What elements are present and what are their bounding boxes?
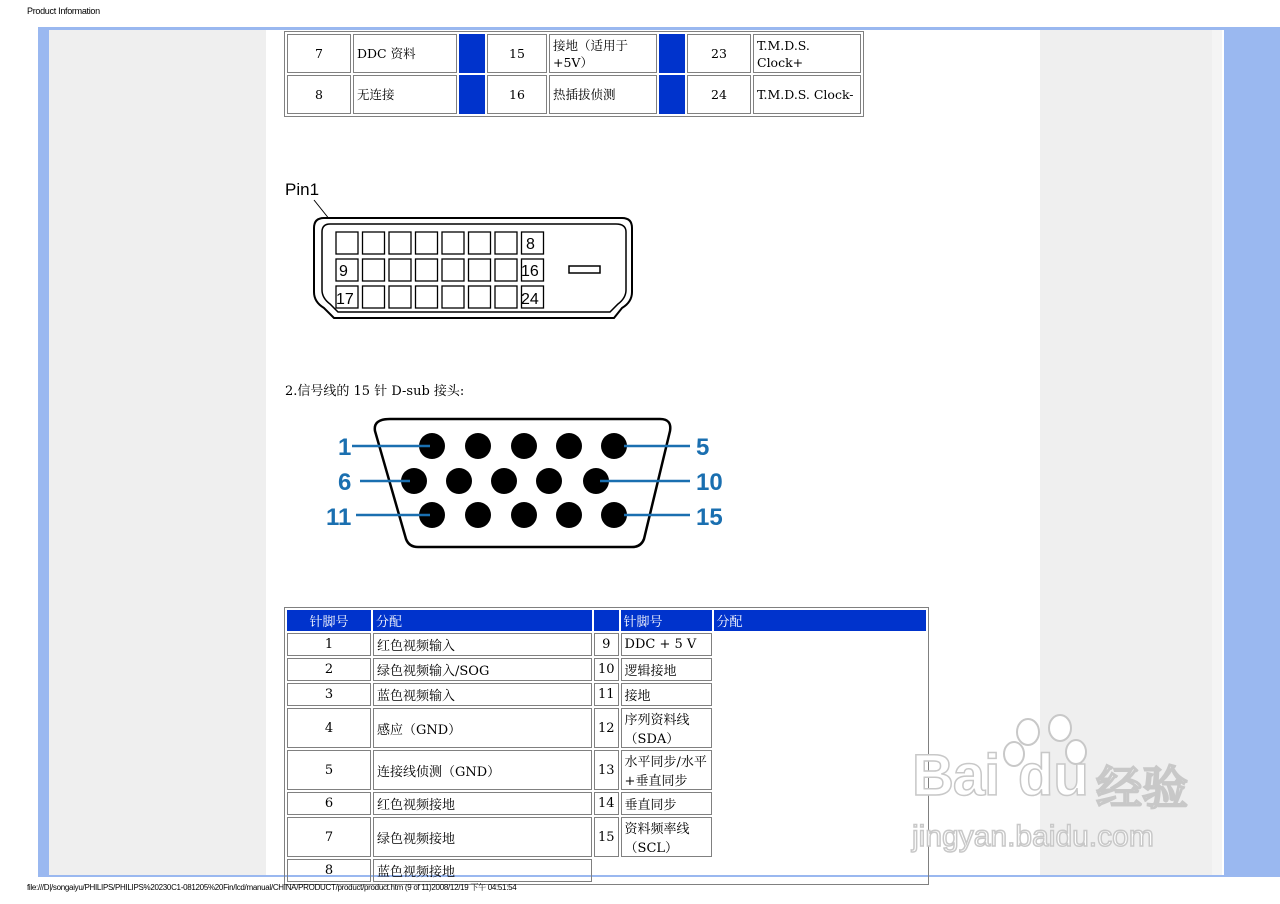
dvi-pin-socket [442,232,464,254]
pin-signal: T.M.D.S. Clock+ [753,34,861,73]
pin-assignment: 逻辑接地 [621,658,712,681]
pin-assignment: 资料频率线（SCL） [621,817,712,857]
separator-bar [459,34,485,73]
pin-number: 8 [287,75,351,114]
empty-cell [594,859,619,882]
table-header-row [287,610,926,631]
pin-number: 15 [487,34,547,73]
pin1-label: Pin1 [285,180,320,199]
vga-label-11: 11 [326,504,352,531]
vga-pin [491,468,517,494]
dvi-pin-socket [363,286,385,308]
separator-bar [459,75,485,114]
vga-pin [465,502,491,528]
table-row [287,633,926,656]
print-header: Product Information [27,6,100,16]
dvi-pin-socket [336,232,358,254]
pin-number: 16 [487,75,547,114]
pin-assignment: 水平同步/水平+垂直同步 [621,750,712,790]
vga-pin [556,433,582,459]
pin-assignment: 接地 [621,683,712,706]
dvi-pin-socket [469,286,491,308]
dsub-pin-table [284,607,929,885]
scrollbar[interactable] [1212,30,1222,875]
pin-number: 15 [594,817,619,857]
dvi-pin-socket [416,286,438,308]
pin-signal: 接地（适用于+5V） [549,34,657,73]
pin-assignment: 绿色视频输入/SOG [373,658,592,681]
pin-assignment: 红色视频接地 [373,792,592,815]
vga-label-15: 15 [696,504,723,531]
table-row [287,750,926,790]
table-row [287,658,926,681]
vga-pin [536,468,562,494]
pin-number: 6 [287,792,371,815]
footer-page: (9 of 11)2008/12/19 下午 04:51:54 [404,883,517,892]
watermark-url: jingyan.baidu.com [912,820,1154,853]
dvi-pin-socket [495,232,517,254]
pin-signal: T.M.D.S. Clock- [753,75,861,114]
vga-label-6: 6 [338,469,352,496]
dvi-pin-socket [495,286,517,308]
dvi-pin-socket [363,232,385,254]
vga-pin [511,433,537,459]
baidu-watermark [910,712,1210,862]
vga-label-10: 10 [696,469,723,496]
vga-pin [446,468,472,494]
pin-signal: 热插拔侦测 [549,75,657,114]
print-footer [27,882,516,893]
dvi-pin-socket [469,232,491,254]
table-row [287,75,861,114]
watermark-cn: 经验 [1096,761,1188,815]
pin-assignment: DDC + 5 V [621,633,712,656]
dvi-pin-socket [442,259,464,281]
table-row [287,859,926,882]
dvi-pin-socket [495,259,517,281]
vga-label-1: 1 [338,434,352,461]
pin-number: 2 [287,658,371,681]
pin-assignment: 绿色视频接地 [373,817,592,857]
pin-assignment: 红色视频输入 [373,633,592,656]
pin-assignment: 连接线侦测（GND） [373,750,592,790]
separator-bar [594,610,619,631]
vga-pin [465,433,491,459]
watermark-brand-du: du [1018,743,1089,808]
dvi-pin-socket [363,259,385,281]
pin-number: 4 [287,708,371,748]
pin-number: 23 [687,34,751,73]
pin-number: 1 [287,633,371,656]
vga-label-5: 5 [696,434,710,461]
pin-signal: DDC 资料 [353,34,457,73]
pin-label-16: 16 [521,263,539,280]
dvi-pin-socket [416,232,438,254]
vga-pin [601,502,627,528]
pin-number: 9 [594,633,619,656]
pin-assignment: 感应（GND） [373,708,592,748]
pin-label-24: 24 [521,291,539,308]
empty-cell [621,859,712,882]
pin-number: 12 [594,708,619,748]
dvi-pin-socket [442,286,464,308]
vga-pin [601,433,627,459]
pin-assignment: 蓝色视频输入 [373,683,592,706]
header-assign: 分配 [714,610,926,631]
vga-pin [556,502,582,528]
pin-number: 10 [594,658,619,681]
pin-label-17: 17 [336,291,354,308]
dvi-blade-pin [569,266,600,273]
pin-assignment: 蓝色视频接地 [373,859,592,882]
table-row [287,708,926,748]
section-title: 2.信号线的 15 针 D-sub 接头: [285,384,465,399]
separator-bar [659,75,685,114]
pin-number: 8 [287,859,371,882]
pin-number: 13 [594,750,619,790]
vga-connector-diagram [320,413,740,553]
header-assign: 分配 [373,610,592,631]
pin-number: 24 [687,75,751,114]
vga-pin [511,502,537,528]
dvi-pin-socket [389,232,411,254]
pin-assignment: 序列资料线（SDA） [621,708,712,748]
pin-number: 3 [287,683,371,706]
dvi-pin-socket [469,259,491,281]
pin-signal: 无连接 [353,75,457,114]
table-row [287,683,926,706]
dvi-pin-table [284,31,864,117]
table-row [287,34,861,73]
separator-bar [659,34,685,73]
table-row [287,792,926,815]
pin-label-9: 9 [339,263,348,280]
frame-divider [1222,30,1224,875]
header-pin: 针脚号 [621,610,712,631]
pin-number: 14 [594,792,619,815]
footer-path: file:///D|/songaiyu/PHILIPS/PHILIPS%20230C1-081205%20Fin/lcd/manual/CHINA/PRODUCT/product/product.htm [27,883,403,892]
pin-assignment: 垂直同步 [621,792,712,815]
dvi-pin-socket [389,259,411,281]
pin-number: 7 [287,817,371,857]
pin-label-8: 8 [526,236,535,253]
dvi-connector-diagram [284,180,644,325]
table-row [287,817,926,857]
dvi-pin-socket [389,286,411,308]
pin-number: 11 [594,683,619,706]
header-pin: 针脚号 [287,610,371,631]
pin-number: 5 [287,750,371,790]
pin-number: 7 [287,34,351,73]
dvi-pin-socket [416,259,438,281]
watermark-brand: Bai [912,743,1000,808]
